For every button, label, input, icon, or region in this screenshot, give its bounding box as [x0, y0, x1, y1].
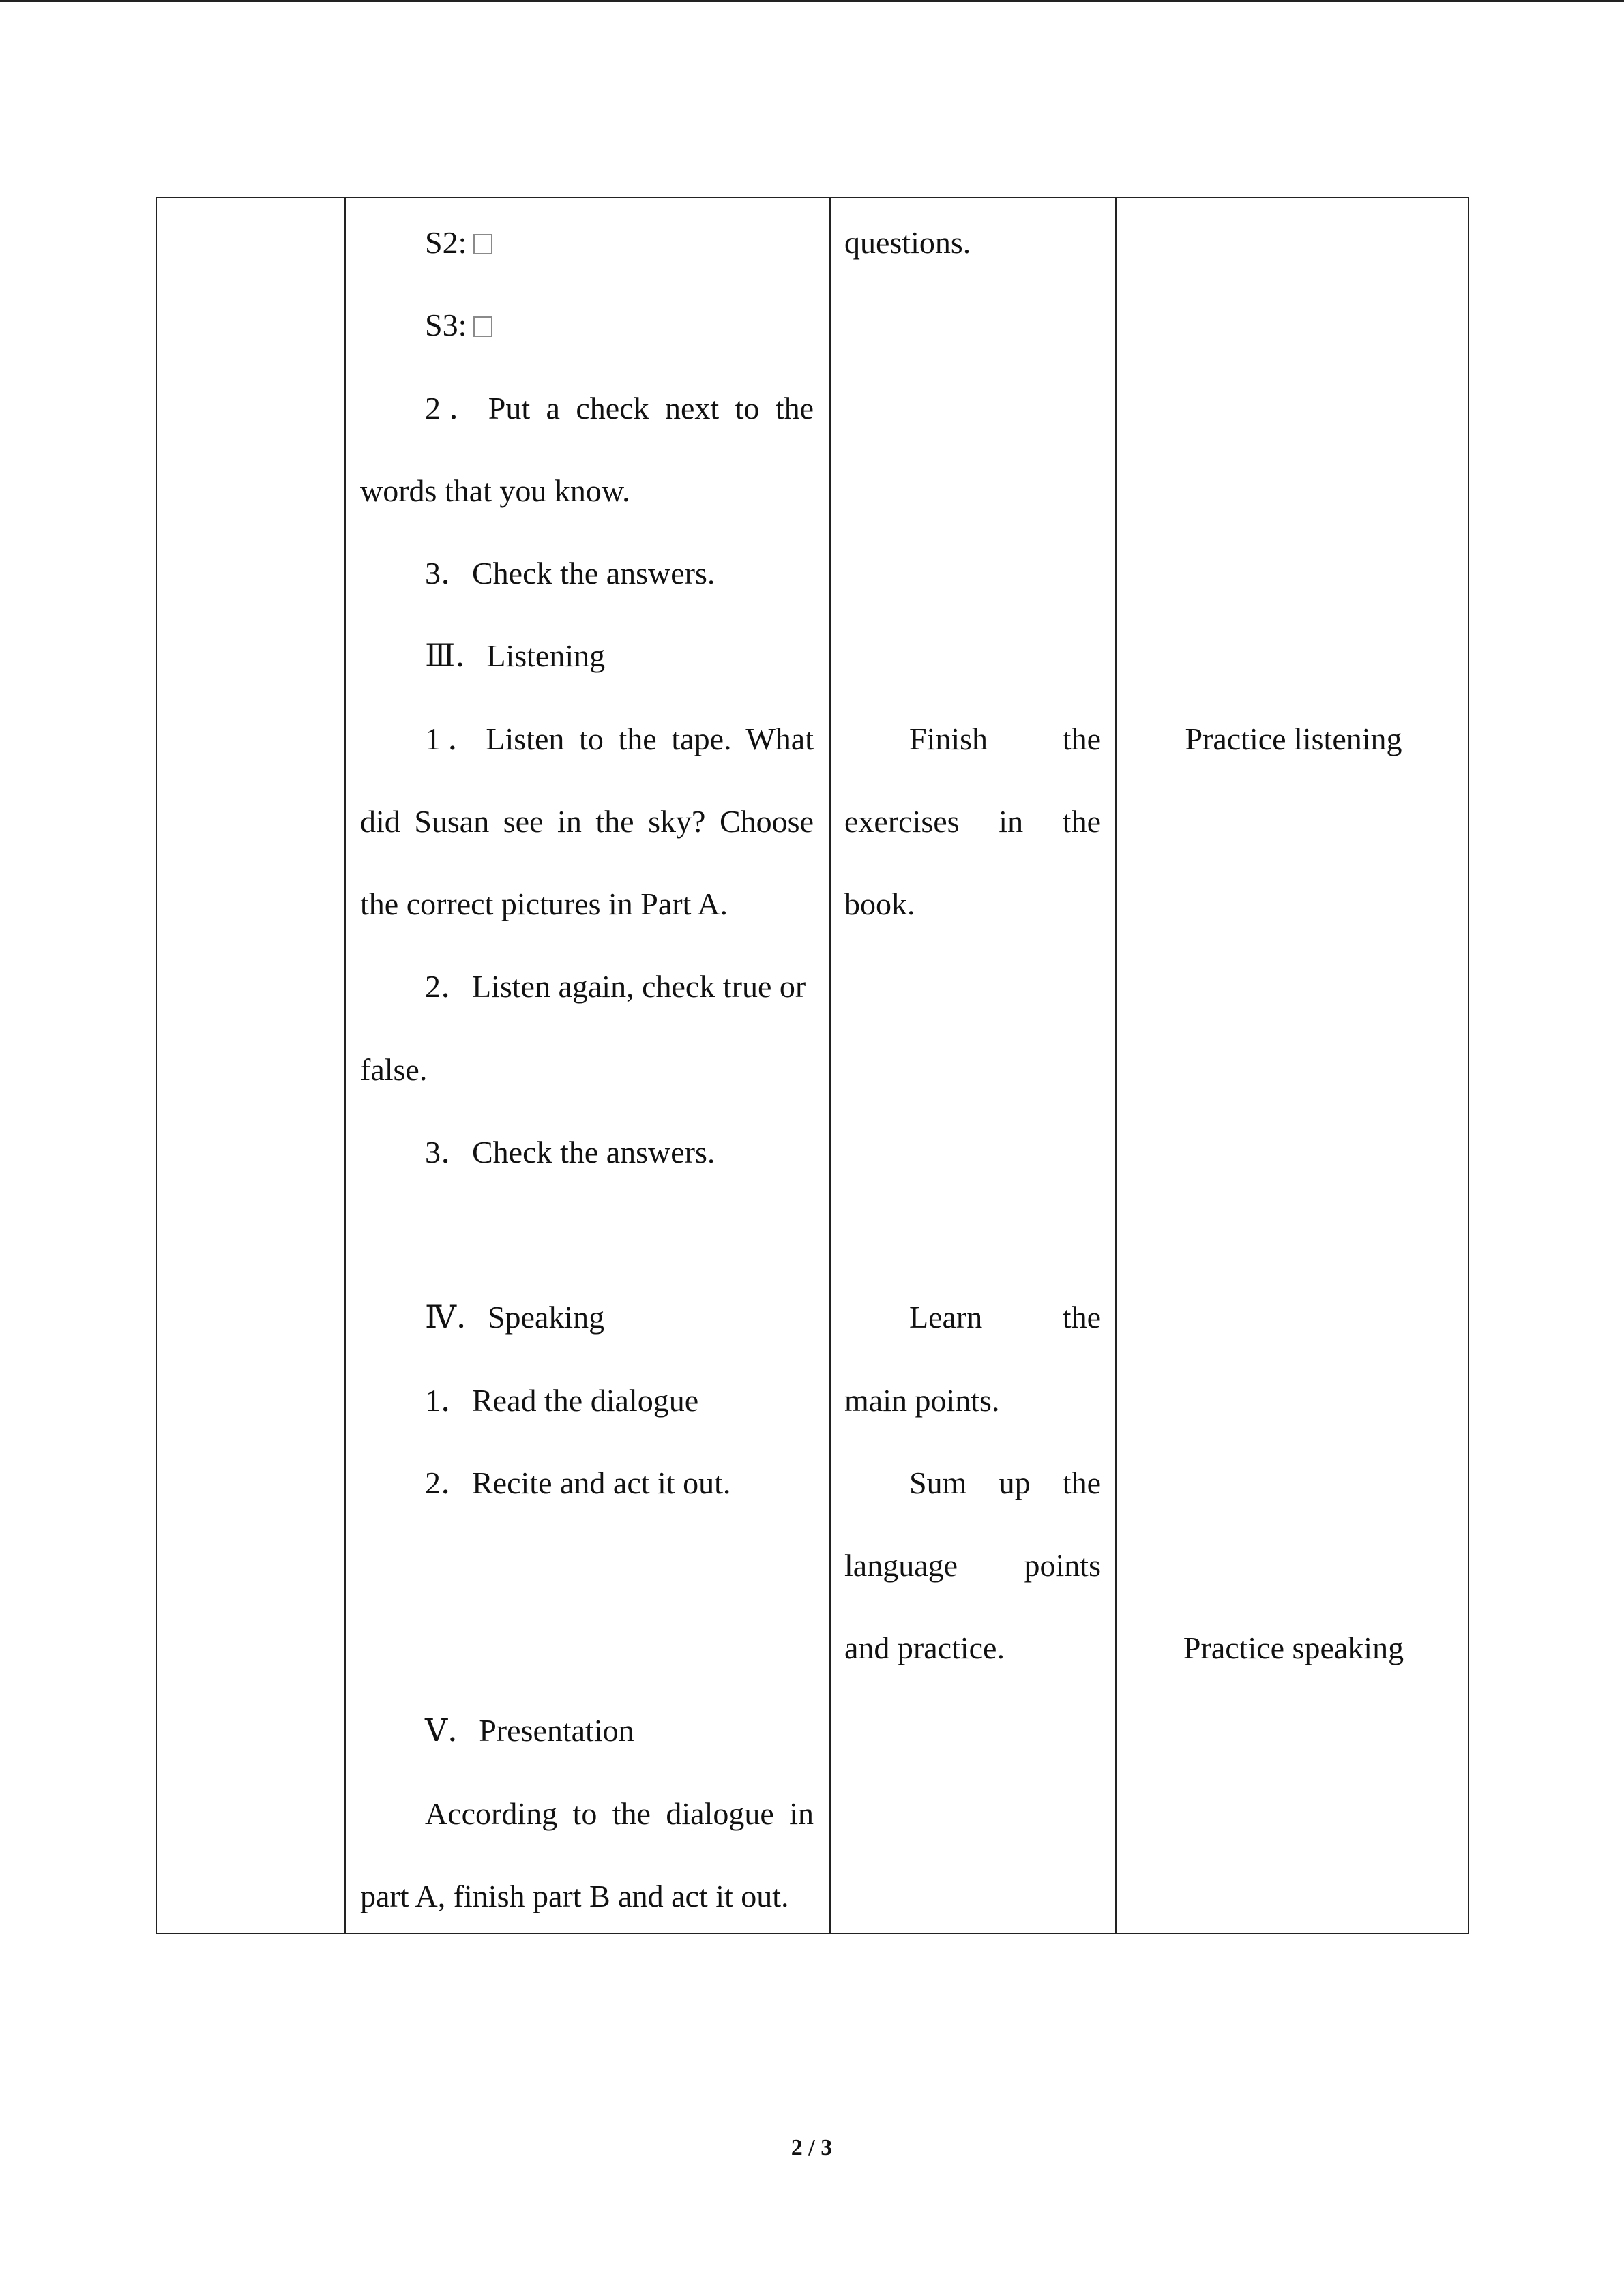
activity-questions: questions.: [844, 225, 971, 260]
procedure-step-2-continued: words that you know.: [360, 473, 630, 508]
purpose-speaking: Practice speaking: [1183, 1630, 1404, 1665]
empty-checkbox-icon: [473, 234, 492, 254]
speaking-step-1: 1．Read the dialogue: [425, 1383, 699, 1418]
activity-sum-up-end: and practice.: [844, 1630, 1005, 1665]
presentation-heading: Ⅴ．Presentation: [425, 1713, 634, 1748]
page-top-border: [0, 0, 1624, 2]
activity-learn-points-continued: main points.: [844, 1383, 1000, 1418]
listening-step-2-continued: false.: [360, 1052, 428, 1087]
presentation-text-continued: part A, finish part B and act it out.: [360, 1879, 789, 1913]
empty-checkbox-icon: [473, 316, 492, 337]
student-3-line: [425, 306, 492, 344]
student-2-label: S2:: [425, 225, 467, 260]
activity-finish-exercises-end: book.: [844, 886, 915, 921]
student-2-line: [425, 224, 492, 262]
purpose-listening: Practice listening: [1185, 721, 1402, 756]
listening-step-1-continued: did Susan see in the sky? Choose: [360, 804, 814, 839]
activity-finish-exercises: Finish the: [909, 721, 1101, 756]
procedure-step-2: 2．Put a check next to the: [425, 391, 814, 426]
listening-heading: Ⅲ．Listening: [425, 638, 606, 673]
activity-sum-up: Sum up the: [909, 1465, 1101, 1500]
student-3-label: S3:: [425, 308, 467, 342]
listening-step-1-end: the correct pictures in Part A.: [360, 886, 728, 921]
page-number: 2 / 3: [791, 2135, 833, 2160]
presentation-text: According to the dialogue in: [425, 1796, 814, 1831]
listening-step-3: 3．Check the answers.: [425, 1135, 715, 1169]
lesson-plan-table: [156, 197, 1469, 1934]
speaking-step-2: 2．Recite and act it out.: [425, 1465, 731, 1500]
procedure-step-3: 3．Check the answers.: [425, 556, 715, 591]
column-divider-2: [829, 198, 831, 1933]
listening-step-1: 1．Listen to the tape. What: [425, 721, 814, 756]
column-divider-1: [344, 198, 346, 1933]
column-divider-3: [1115, 198, 1117, 1933]
activity-learn-points: Learn the: [909, 1300, 1101, 1335]
speaking-heading: Ⅳ．Speaking: [425, 1300, 605, 1335]
listening-step-2: 2．Listen again, check true or: [425, 969, 806, 1004]
activity-finish-exercises-continued: exercises in the: [844, 804, 1101, 839]
activity-sum-up-continued: language points: [844, 1548, 1101, 1583]
